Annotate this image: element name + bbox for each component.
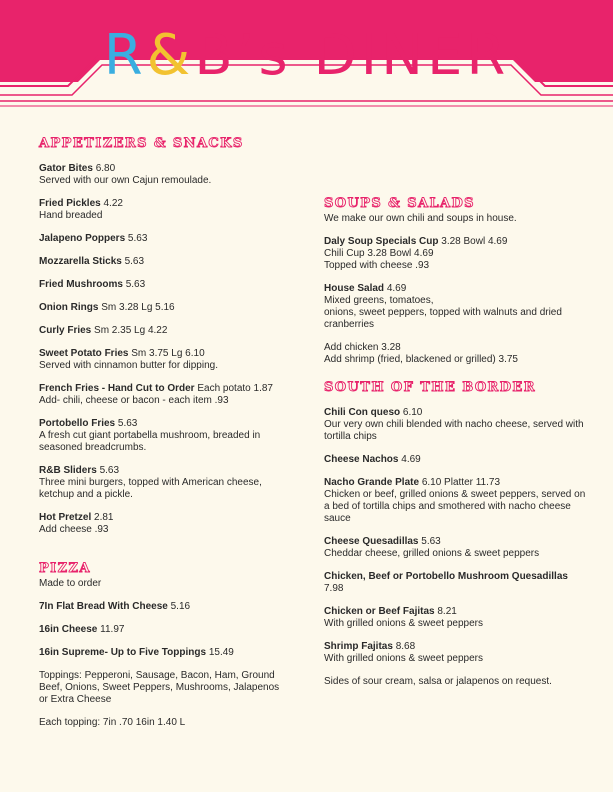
menu-item <box>39 383 289 407</box>
menu-item <box>39 348 289 372</box>
soups-subtitle: We make our own chili and soups in house. <box>324 213 517 224</box>
menu-item <box>39 279 289 291</box>
menu-item-description: Cheddar cheese, grilled onions & sweet peppers <box>324 548 540 559</box>
left-column <box>39 136 289 740</box>
menu-item <box>324 477 586 525</box>
menu-item-name: Chicken or Beef Fajitas <box>324 606 435 617</box>
soups-heading: SOUPS & SALADS <box>324 196 475 211</box>
menu-item-description: With grilled onions & sweet peppers <box>324 653 483 664</box>
menu-item-description: Chicken or beef, grilled onions & sweet peppers, served on a bed of tortilla chips and smothered with nacho cheese sauce <box>324 489 586 524</box>
pizza-toppings-note: Toppings: Pepperoni, Sausage, Bacon, Ham, Ground Beef, Onions, Sweet Peppers, Mushrooms, Jalapenos or Extra Cheese <box>39 670 280 705</box>
appetizers-list <box>39 163 289 536</box>
menu-item <box>39 163 289 187</box>
menu-item-price: 5.16 <box>170 601 191 612</box>
menu-item-price: 5.63 <box>124 256 145 267</box>
menu-item-description: Served with our own Cajun remoulade. <box>39 175 212 186</box>
right-column <box>324 196 586 699</box>
menu-item-name: Hot Pretzel <box>39 512 92 523</box>
menu-item-name: Shrimp Fajitas <box>324 641 393 652</box>
menu-item <box>39 465 289 501</box>
pizza-each-topping-note: Each topping: 7in .70 16in 1.40 L <box>39 717 186 728</box>
title-b: B <box>194 23 237 88</box>
menu-item-name: 16in Cheese <box>39 624 98 635</box>
menu-item-name: Portobello Fries <box>39 418 116 429</box>
menu-item-description: Add- chili, cheese or bacon - each item .93 <box>39 395 229 406</box>
menu-item-description: Hand breaded <box>39 210 103 221</box>
menu-item-price: 2.81 <box>94 512 114 523</box>
menu-item-name: Sweet Potato Fries <box>39 348 129 359</box>
menu-item-price: 11.97 <box>100 624 125 635</box>
menu-item-name: Curly Fries <box>39 325 92 336</box>
menu-item-name: Cheese Quesadillas <box>324 536 419 547</box>
title-rest: ’s DINER <box>236 23 510 88</box>
menu-item <box>39 233 289 245</box>
menu-item-description: A fresh cut giant portabella mushroom, breaded in seasoned breadcrumbs. <box>39 430 261 453</box>
menu-item <box>324 606 586 630</box>
menu-item-price: Each potato 1.87 <box>197 383 273 394</box>
menu-item-name: 7In Flat Bread With Cheese <box>39 601 168 612</box>
menu-item-price: 3.28 Bowl 4.69 <box>441 236 508 247</box>
menu-item-price: Sm 3.28 Lg 5.16 <box>101 302 175 313</box>
menu-item-price: Sm 3.75 Lg 6.10 <box>131 348 205 359</box>
title-r: R <box>103 23 147 88</box>
menu-item-name: Mozzarella Sticks <box>39 256 122 267</box>
menu-item-name: House Salad <box>324 283 385 294</box>
menu-item-description: Add cheese .93 <box>39 524 109 535</box>
menu-item-name: Onion Rings <box>39 302 99 313</box>
menu-item-description: With grilled onions & sweet peppers <box>324 618 483 629</box>
soups-addons: Add chicken 3.28 Add shrimp (fried, blackened or grilled) 3.75 <box>324 342 518 365</box>
menu-item <box>324 571 586 595</box>
menu-item-name: French Fries - Hand Cut to Order <box>39 383 195 394</box>
menu-item-price: 4.69 <box>386 283 407 294</box>
menu-item-description: Served with cinnamon butter for dipping. <box>39 360 218 371</box>
menu-item-description: Mixed greens, tomatoes, onions, sweet peppers, topped with walnuts and dried cranberries <box>324 295 562 330</box>
menu-item-name: Nacho Grande Plate <box>324 477 420 488</box>
menu-item <box>324 407 586 443</box>
menu-item-name: R&B Sliders <box>39 465 97 476</box>
menu-item-description: Our very own chili blended with nacho cheese, served with tortilla chips <box>324 419 584 442</box>
title-ampersand: & <box>146 23 195 88</box>
menu-item-name: Gator Bites <box>39 163 93 174</box>
menu-item-name: Chicken, Beef or Portobello Mushroom Quesadillas <box>324 571 568 582</box>
menu-item-price: 5.63 <box>117 418 138 429</box>
menu-item-price: 6.80 <box>95 163 116 174</box>
south-sides-note: Sides of sour cream, salsa or jalapenos on request. <box>324 676 552 687</box>
pizza-heading: PIZZA <box>39 561 91 576</box>
menu-item <box>39 647 289 659</box>
pizza-subtitle: Made to order <box>39 578 102 589</box>
menu-item <box>39 512 289 536</box>
menu-item-price: 5.63 <box>421 536 441 547</box>
pizza-list <box>39 601 289 659</box>
menu-item-price: 6.10 Platter 11.73 <box>421 477 501 488</box>
diner-title <box>0 23 613 88</box>
appetizers-heading: APPETIZERS & SNACKS <box>39 136 244 151</box>
menu-item-price: 15.49 <box>208 647 234 658</box>
south-heading: SOUTH OF THE BORDER <box>324 380 536 395</box>
menu-item <box>39 198 289 222</box>
menu-item <box>324 641 586 665</box>
south-list <box>324 407 586 665</box>
menu-item-price: 4.69 <box>401 454 421 465</box>
menu-item-price: 5.63 <box>127 233 148 244</box>
menu-item-name: Chili Con queso <box>324 407 401 418</box>
soups-list <box>324 236 586 331</box>
menu-item <box>39 624 289 636</box>
menu-item <box>39 325 289 337</box>
menu-item-name: 16in Supreme- Up to Five Toppings <box>39 647 207 658</box>
menu-item-price: Sm 2.35 Lg 4.22 <box>94 325 168 336</box>
menu-item-name: Cheese Nachos <box>324 454 399 465</box>
menu-item <box>39 256 289 268</box>
menu-item <box>324 236 586 272</box>
menu-item <box>324 283 586 331</box>
menu-item-name: Daly Soup Specials Cup <box>324 236 439 247</box>
menu-item-description: Chili Cup 3.28 Bowl 4.69 Topped with cheese .93 <box>324 248 434 271</box>
menu-item-name: Fried Mushrooms <box>39 279 123 290</box>
menu-item <box>39 302 289 314</box>
menu-item-name: Jalapeno Poppers <box>39 233 126 244</box>
menu-item-price: 8.68 <box>395 641 416 652</box>
menu-item-name: Fried Pickles <box>39 198 101 209</box>
menu-item <box>39 601 289 613</box>
menu-item-price: 7.98 <box>324 583 344 594</box>
menu-item-price: 5.63 <box>125 279 146 290</box>
menu-item <box>324 536 586 560</box>
menu-item-price: 6.10 <box>402 407 423 418</box>
menu-item <box>39 418 289 454</box>
menu-item-description: Three mini burgers, topped with American cheese, ketchup and a pickle. <box>39 477 262 500</box>
menu-item-price: 4.22 <box>103 198 123 209</box>
menu-item <box>324 454 586 466</box>
menu-item-price: 8.21 <box>437 606 457 617</box>
menu-item-price: 5.63 <box>99 465 120 476</box>
